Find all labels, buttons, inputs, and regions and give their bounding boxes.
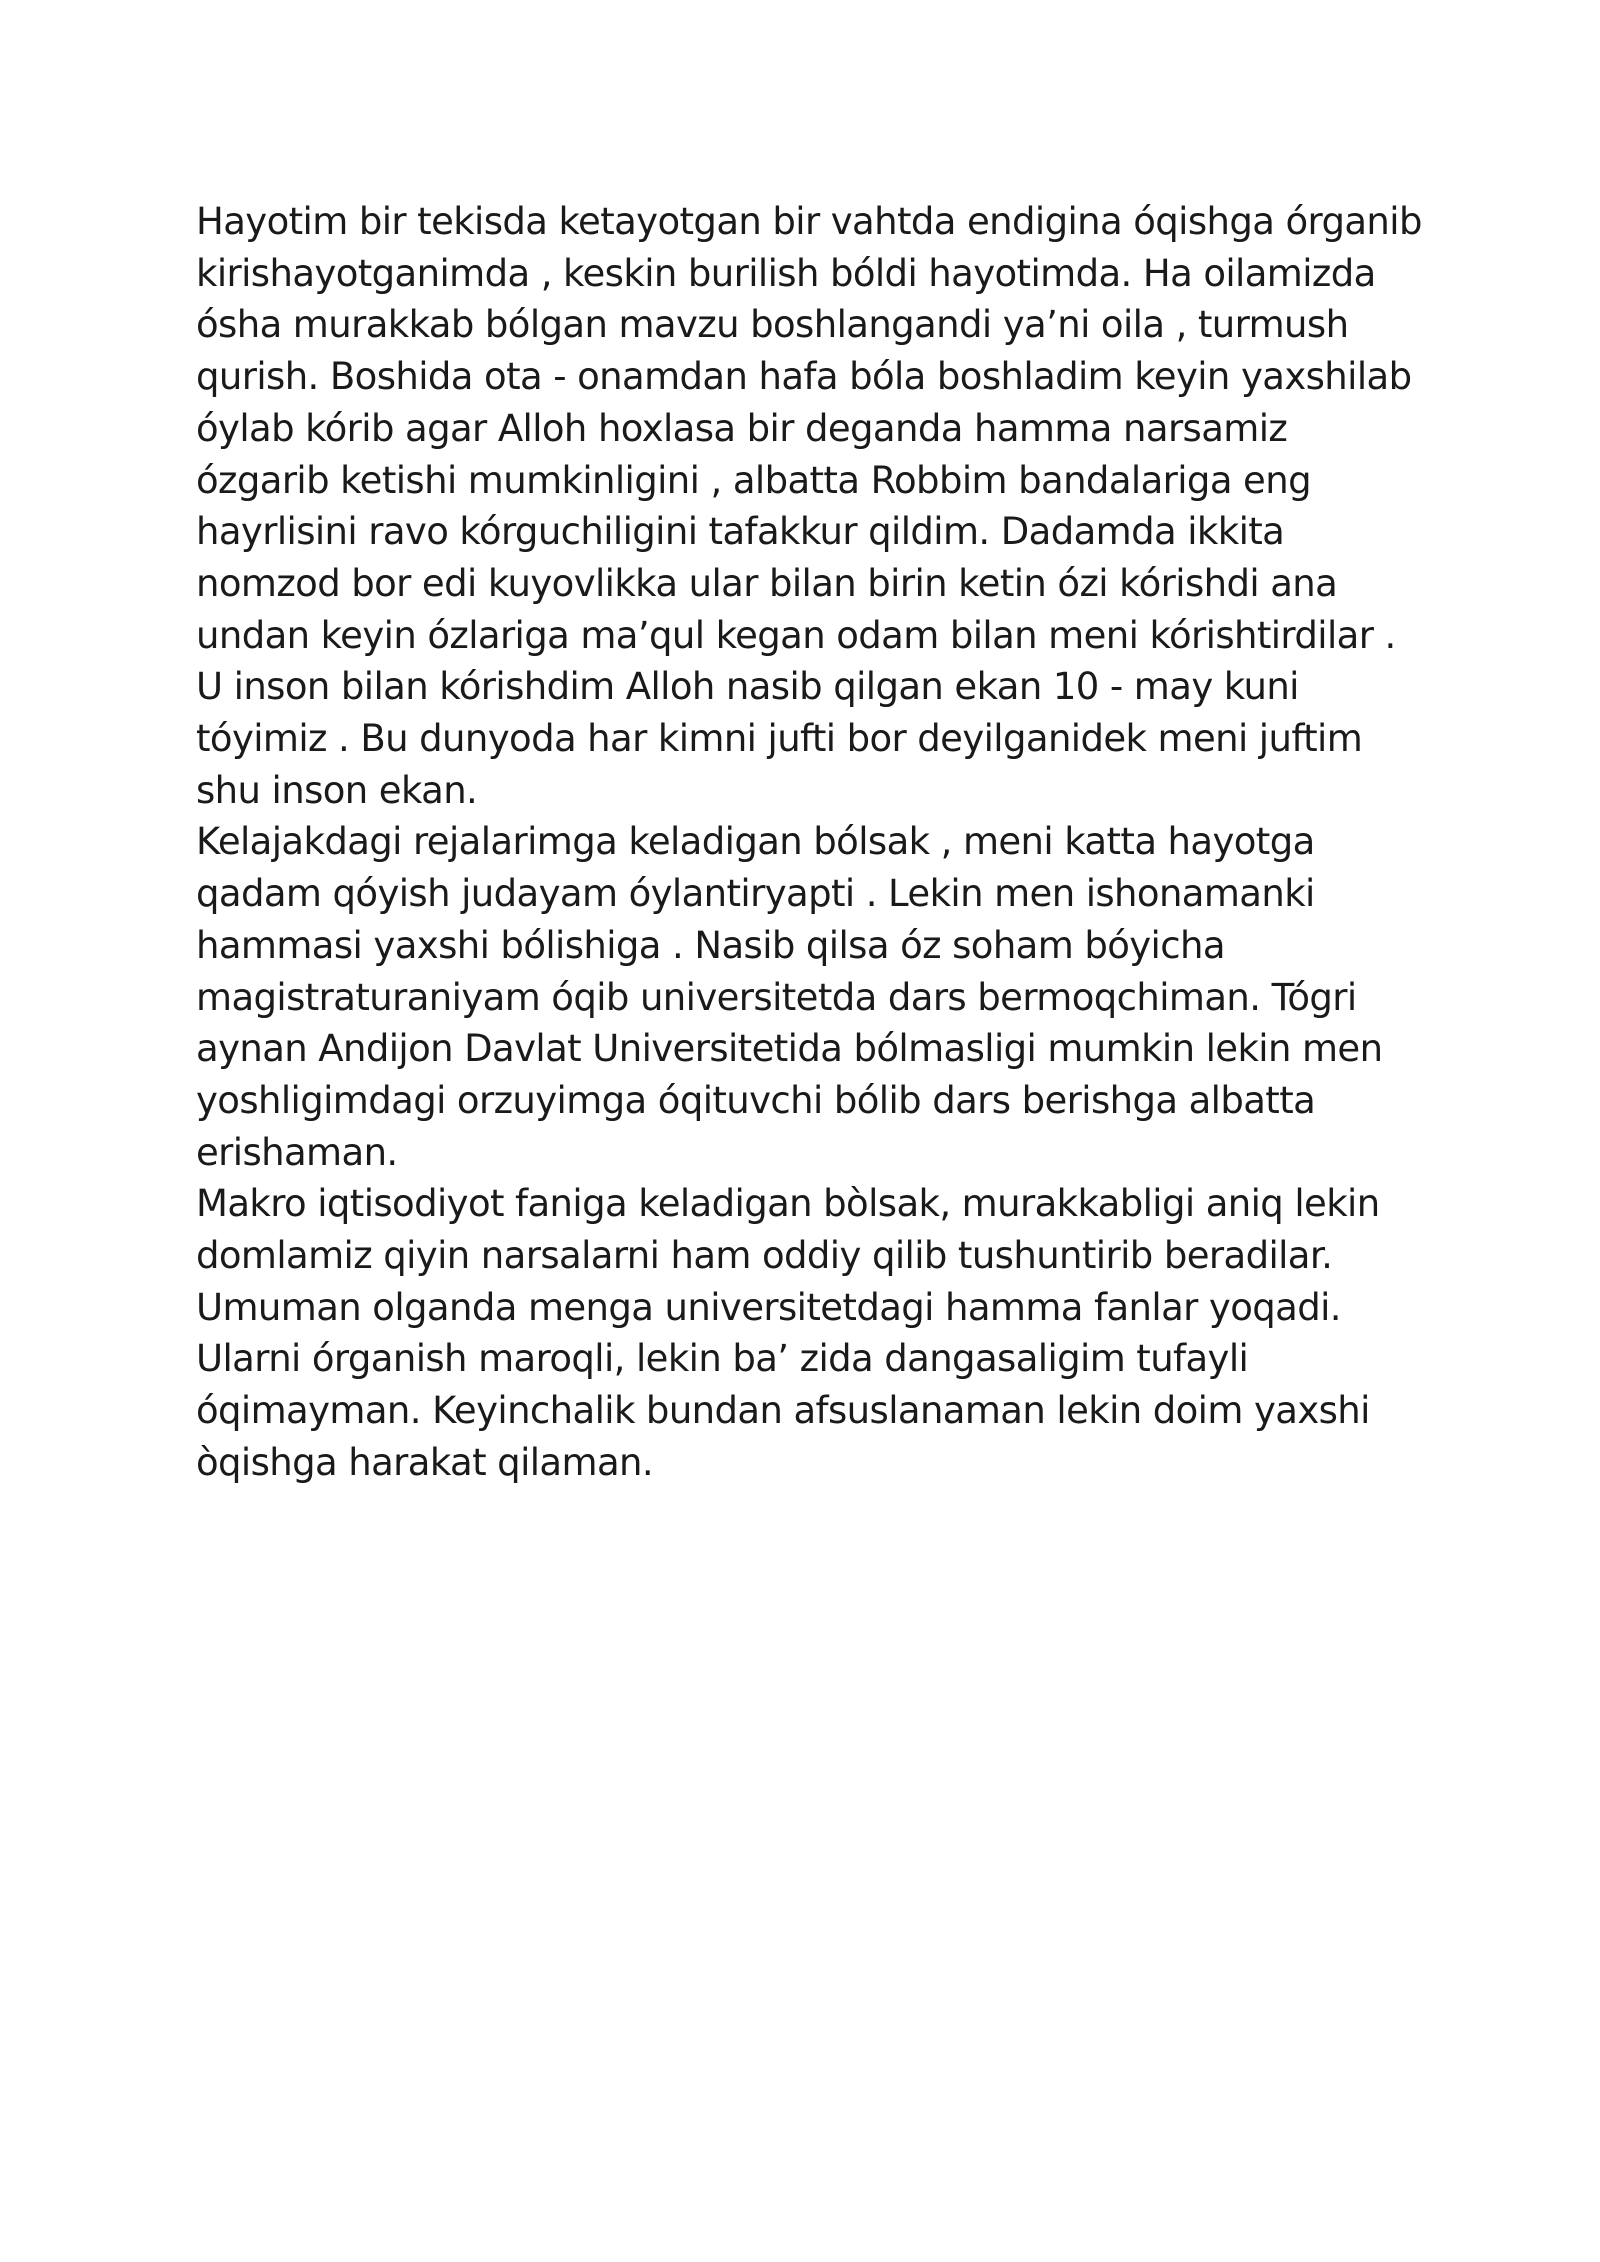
text-line: òqishga harakat qilaman. xyxy=(196,1440,654,1484)
text-line: óqimayman. Keyinchalik bundan afsuslanaman lekin doim yaxshi xyxy=(196,1389,1370,1433)
text-line: Makro iqtisodiyot faniga keladigan bòlsak, murakkabligi aniq lekin xyxy=(196,1182,1380,1226)
text-line: domlamiz qiyin narsalarni ham oddiy qilib tushuntirib beradilar. xyxy=(196,1234,1333,1278)
text-line: erishaman. xyxy=(196,1130,398,1174)
text-line: nomzod bor edi kuyovlikka ular bilan birin ketin ózi kórishdi ana xyxy=(196,561,1338,605)
text-line: yoshligimdagi orzuyimga óqituvchi bólib dars berishga albatta xyxy=(196,1078,1316,1122)
text-line: undan keyin ózlariga ma’qul kegan odam bilan meni kórishtirdilar . xyxy=(196,613,1396,657)
text-line: ósha murakkab bólgan mavzu boshlangandi ya’ni oila , turmush xyxy=(196,303,1349,347)
text-line: Umuman olganda menga universitetdagi hamma fanlar yoqadi. xyxy=(196,1285,1341,1329)
text-line: U inson bilan kórishdim Alloh nasib qilgan ekan 10 - may kuni xyxy=(196,665,1299,709)
text-line: shu inson ekan. xyxy=(196,768,478,812)
text-line: qurish. Boshida ota - onamdan hafa bóla boshladim keyin yaxshilab xyxy=(196,355,1412,399)
document-body xyxy=(196,196,1426,1489)
text-line: magistraturaniyam óqib universitetda dars bermoqchiman. Tógri xyxy=(196,975,1357,1019)
text-line: tóyimiz . Bu dunyoda har kimni jufti bor deyilganidek meni juftim xyxy=(196,717,1363,761)
text-line: hammasi yaxshi bólishiga . Nasib qilsa óz soham bóyicha xyxy=(196,923,1225,967)
text-line: Kelajakdagi rejalarimga keladigan bólsak , meni katta hayotga xyxy=(196,820,1315,864)
text-line: qadam qóyish judayam óylantiryapti . Lekin men ishonamanki xyxy=(196,872,1315,916)
text-line: hayrlisini ravo kórguchiligini tafakkur qildim. Dadamda ikkita xyxy=(196,510,1285,554)
text-line: óylab kórib agar Alloh hoxlasa bir deganda hamma narsamiz xyxy=(196,406,1288,450)
text-line: kirishayotganimda , keskin burilish bóldi hayotimda. Ha oilamizda xyxy=(196,251,1376,295)
text-line: aynan Andijon Davlat Universitetida bólmasligi mumkin lekin men xyxy=(196,1027,1383,1071)
text-line: Hayotim bir tekisda ketayotgan bir vahtda endigina óqishga órganib xyxy=(196,200,1422,243)
text-line: Ularni órganish maroqli, lekin ba’ zida dangasaligim tufayli xyxy=(196,1337,1249,1381)
text-line: ózgarib ketishi mumkinligini , albatta Robbim bandalariga eng xyxy=(196,458,1311,502)
